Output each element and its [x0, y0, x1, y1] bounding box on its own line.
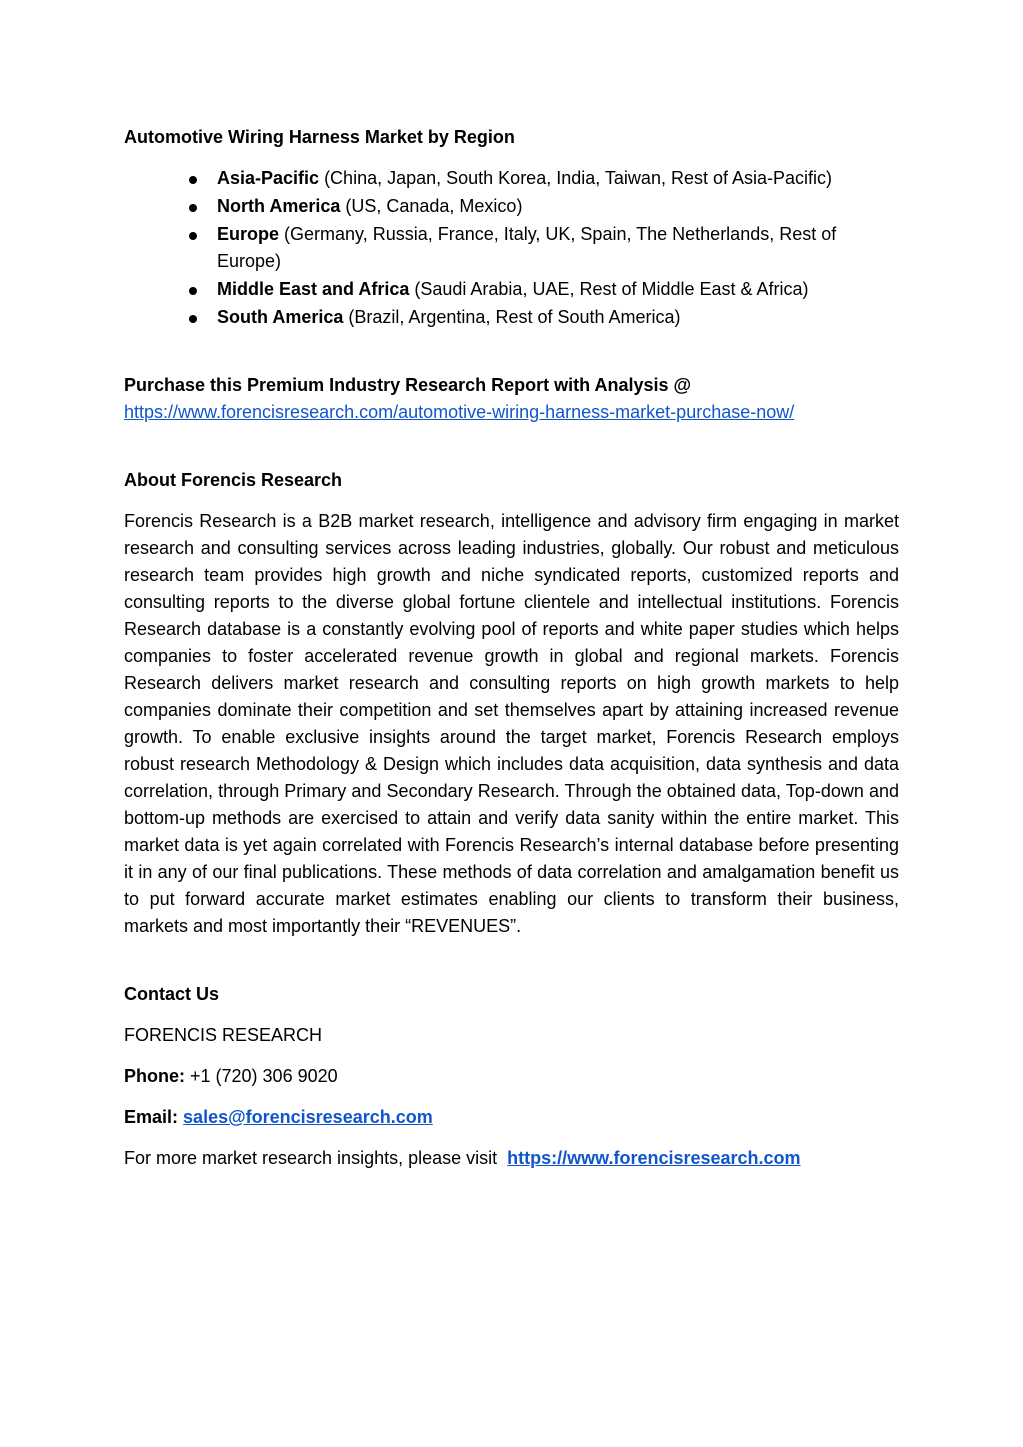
list-item [217, 165, 899, 192]
region-detail: (US, Canada, Mexico) [340, 196, 523, 216]
about-body-text: Forencis Research is a B2B market research, intelligence and advisory firm engaging in market research and consulting services across leading industries, globally. Our robust and meticulous research team provides high growth and niche syndicated reports, customized reports and consulting reports to the diverse global fortune clientele and intellectual institutions. Forencis Research database is a constantly evolving pool of reports and white paper studies which helps companies to foster accelerated revenue growth in global and regional markets. Forencis Research delivers market research and consulting reports on high growth markets to help companies dominate their competition and set themselves apart by attaining increased revenue growth. To enable exclusive insights around the target market, Forencis Research employs robust research Methodology & Design which includes data acquisition, data synthesis and data correlation, through Primary and Secondary Research. Through the obtained data, Top-down and bottom-up methods are exercised to attain and verify data sanity within the entire market. This market data is yet again correlated with Forencis Research’s internal database before presenting it in any of our final publications. These methods of data correlation and amalgamation benefit us to put forward accurate market estimates enabling our clients to transform their business, markets and most importantly their “REVENUES”. [124, 511, 899, 936]
purchase-section [124, 372, 899, 426]
list-item [217, 193, 899, 220]
purchase-link[interactable]: https://www.forencisresearch.com/automotive-wiring-harness-market-purchase-now/ [124, 402, 795, 422]
company-name: FORENCIS RESEARCH [124, 1025, 323, 1045]
region-list [124, 165, 899, 331]
visit-line [124, 1145, 899, 1172]
list-item [217, 221, 899, 275]
visit-text: For more market research insights, please visit [124, 1148, 508, 1168]
list-item [217, 304, 899, 331]
email-label: Email: [124, 1107, 179, 1127]
phone-label: Phone: [124, 1066, 185, 1086]
phone-line [124, 1063, 899, 1090]
bullet-icon [189, 176, 197, 184]
bullet-icon [189, 315, 197, 323]
email-link[interactable]: sales@forencisresearch.com [183, 1107, 433, 1127]
document-page [124, 124, 899, 1172]
region-detail: (Brazil, Argentina, Rest of South America) [343, 307, 681, 327]
contact-heading: Contact Us [124, 984, 220, 1004]
region-name: Middle East and Africa [217, 279, 410, 299]
bullet-icon [189, 232, 197, 240]
about-heading: About Forencis Research [124, 470, 343, 490]
region-heading: Automotive Wiring Harness Market by Region [124, 127, 515, 147]
bullet-icon [189, 287, 197, 295]
list-item [217, 276, 899, 303]
website-link[interactable]: https://www.forencisresearch.com [507, 1148, 801, 1168]
region-detail: (China, Japan, South Korea, India, Taiwan, Rest of Asia-Pacific) [319, 168, 833, 188]
purchase-label: Purchase this Premium Industry Research Report with Analysis @ [124, 375, 692, 395]
region-name: Europe [217, 224, 280, 244]
region-name: Asia-Pacific [217, 168, 320, 188]
region-name: North America [217, 196, 341, 216]
phone-value: +1 (720) 306 9020 [185, 1066, 338, 1086]
region-name: South America [217, 307, 344, 327]
email-line [124, 1104, 899, 1131]
region-detail: (Germany, Russia, France, Italy, UK, Spain, The Netherlands, Rest of Europe) [217, 224, 837, 271]
bullet-icon [189, 204, 197, 212]
region-detail: (Saudi Arabia, UAE, Rest of Middle East & Africa) [409, 279, 809, 299]
